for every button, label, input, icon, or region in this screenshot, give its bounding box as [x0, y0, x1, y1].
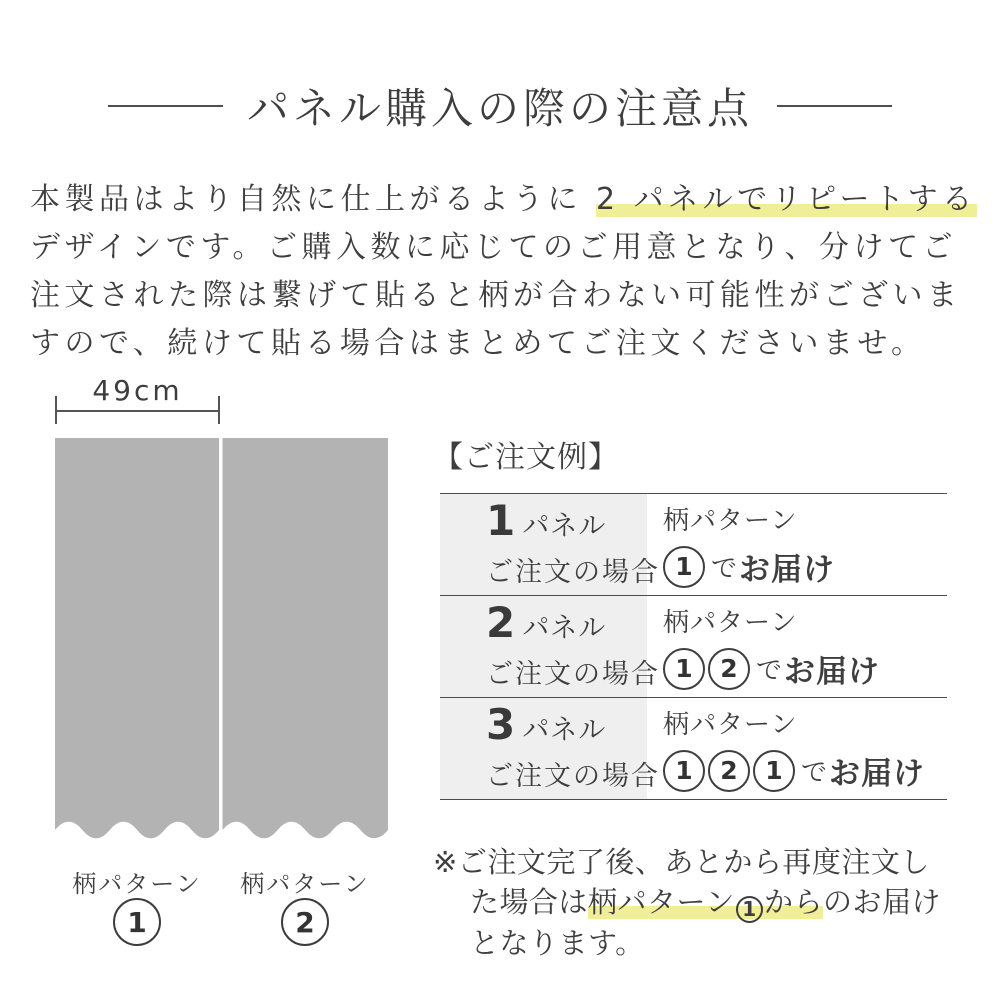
order-examples-heading: 【ご注文例】	[433, 440, 619, 475]
width-dimension-tick-right	[218, 396, 220, 424]
footnote-marker: ※	[433, 845, 458, 879]
pattern-label: 柄パターン	[663, 608, 798, 638]
circled-number: 2	[708, 648, 750, 690]
order-count-cell	[440, 698, 660, 799]
footnote-line-2	[433, 882, 973, 923]
pattern-number-sequence	[663, 648, 753, 690]
order-count-line	[486, 700, 647, 749]
circled-number: 1	[663, 546, 705, 588]
panel-2-shape	[222, 438, 388, 838]
pattern-sequence-line	[663, 646, 947, 691]
footnote-line-2-pre: た場合は	[470, 885, 589, 919]
delivery-pattern-cell	[647, 494, 947, 595]
circled-number: 1	[663, 648, 705, 690]
circled-number: 2	[281, 898, 329, 946]
footnote-highlight-post: から	[763, 885, 823, 919]
delivery-particle: で	[756, 656, 783, 686]
page-title: パネル購入の際の注意点	[246, 84, 753, 133]
footnote-line-1	[433, 842, 973, 882]
circled-number: 1	[663, 750, 705, 792]
width-dimension-line	[55, 410, 220, 412]
delivery-label: お届け	[829, 756, 926, 792]
title-decorative-line-left	[108, 105, 223, 107]
intro-line-1-text: 本製品はより自然に仕上がるように	[30, 182, 597, 217]
intro-paragraph	[30, 176, 990, 368]
footnote-line-1-text: ご注文完了後、あとから再度注文し	[457, 845, 930, 879]
panel-unit-label: パネル	[522, 511, 607, 542]
circled-number: 1	[753, 750, 795, 792]
intro-line-3: 注文された際は繋げて貼ると柄が合わない可能性がございま	[30, 278, 962, 313]
order-case-label: ご注文の場合	[486, 659, 660, 690]
order-table	[440, 493, 947, 800]
intro-line-4: すので、続けて貼る場合はまとめてご注文くださいませ。	[30, 326, 926, 361]
circled-number: 1	[736, 896, 763, 923]
table-row	[440, 493, 947, 595]
pattern-number-sequence	[663, 546, 708, 588]
panel-width-label: 49cm	[92, 374, 183, 407]
footnote-highlight	[588, 885, 823, 919]
circled-number: 1	[113, 898, 161, 946]
footnote	[433, 842, 973, 963]
width-dimension-tick-left	[55, 396, 57, 424]
footnote-line-2-post: のお届け	[822, 885, 941, 919]
highlighted-text: 2 パネルでリピートする	[596, 182, 977, 217]
delivery-pattern-cell	[647, 698, 947, 799]
order-count-line	[486, 598, 647, 647]
panel-1-pattern-label: 柄パターン	[72, 870, 202, 898]
panel-unit-label: パネル	[522, 715, 607, 746]
panel-diagram	[55, 438, 388, 850]
footnote-line-3: となります。	[470, 925, 645, 960]
order-count-cell	[440, 596, 660, 697]
intro-line-1	[30, 176, 990, 224]
order-count-cell	[440, 494, 660, 595]
table-row	[440, 697, 947, 799]
pattern-label: 柄パターン	[663, 710, 798, 740]
pattern-sequence-line	[663, 748, 947, 793]
footnote-highlight-text: 柄パターン	[588, 885, 735, 919]
delivery-particle: で	[711, 554, 738, 584]
order-case-label: ご注文の場合	[486, 557, 660, 588]
pattern-sequence-line	[663, 544, 947, 589]
delivery-pattern-cell	[647, 596, 947, 697]
order-case-label: ご注文の場合	[486, 761, 660, 792]
delivery-label: お届け	[739, 552, 836, 588]
delivery-particle: で	[801, 758, 828, 788]
order-count-line	[486, 496, 647, 545]
circled-number: 2	[708, 750, 750, 792]
pattern-number-sequence	[663, 750, 798, 792]
intro-line-2: デザインです。ご購入数に応じてのご用意となり、分けてご	[30, 230, 957, 265]
panel-1-shape	[55, 438, 219, 838]
table-row	[440, 595, 947, 697]
title-block	[0, 80, 1000, 132]
delivery-label: お届け	[784, 654, 881, 690]
title-decorative-line-right	[777, 105, 892, 107]
panel-count: 3	[486, 700, 516, 749]
panel-unit-label: パネル	[522, 613, 607, 644]
panel-count: 2	[486, 598, 516, 647]
panel-2-pattern-label: 柄パターン	[240, 870, 370, 898]
panel-count: 1	[486, 496, 516, 545]
pattern-label: 柄パターン	[663, 506, 798, 536]
